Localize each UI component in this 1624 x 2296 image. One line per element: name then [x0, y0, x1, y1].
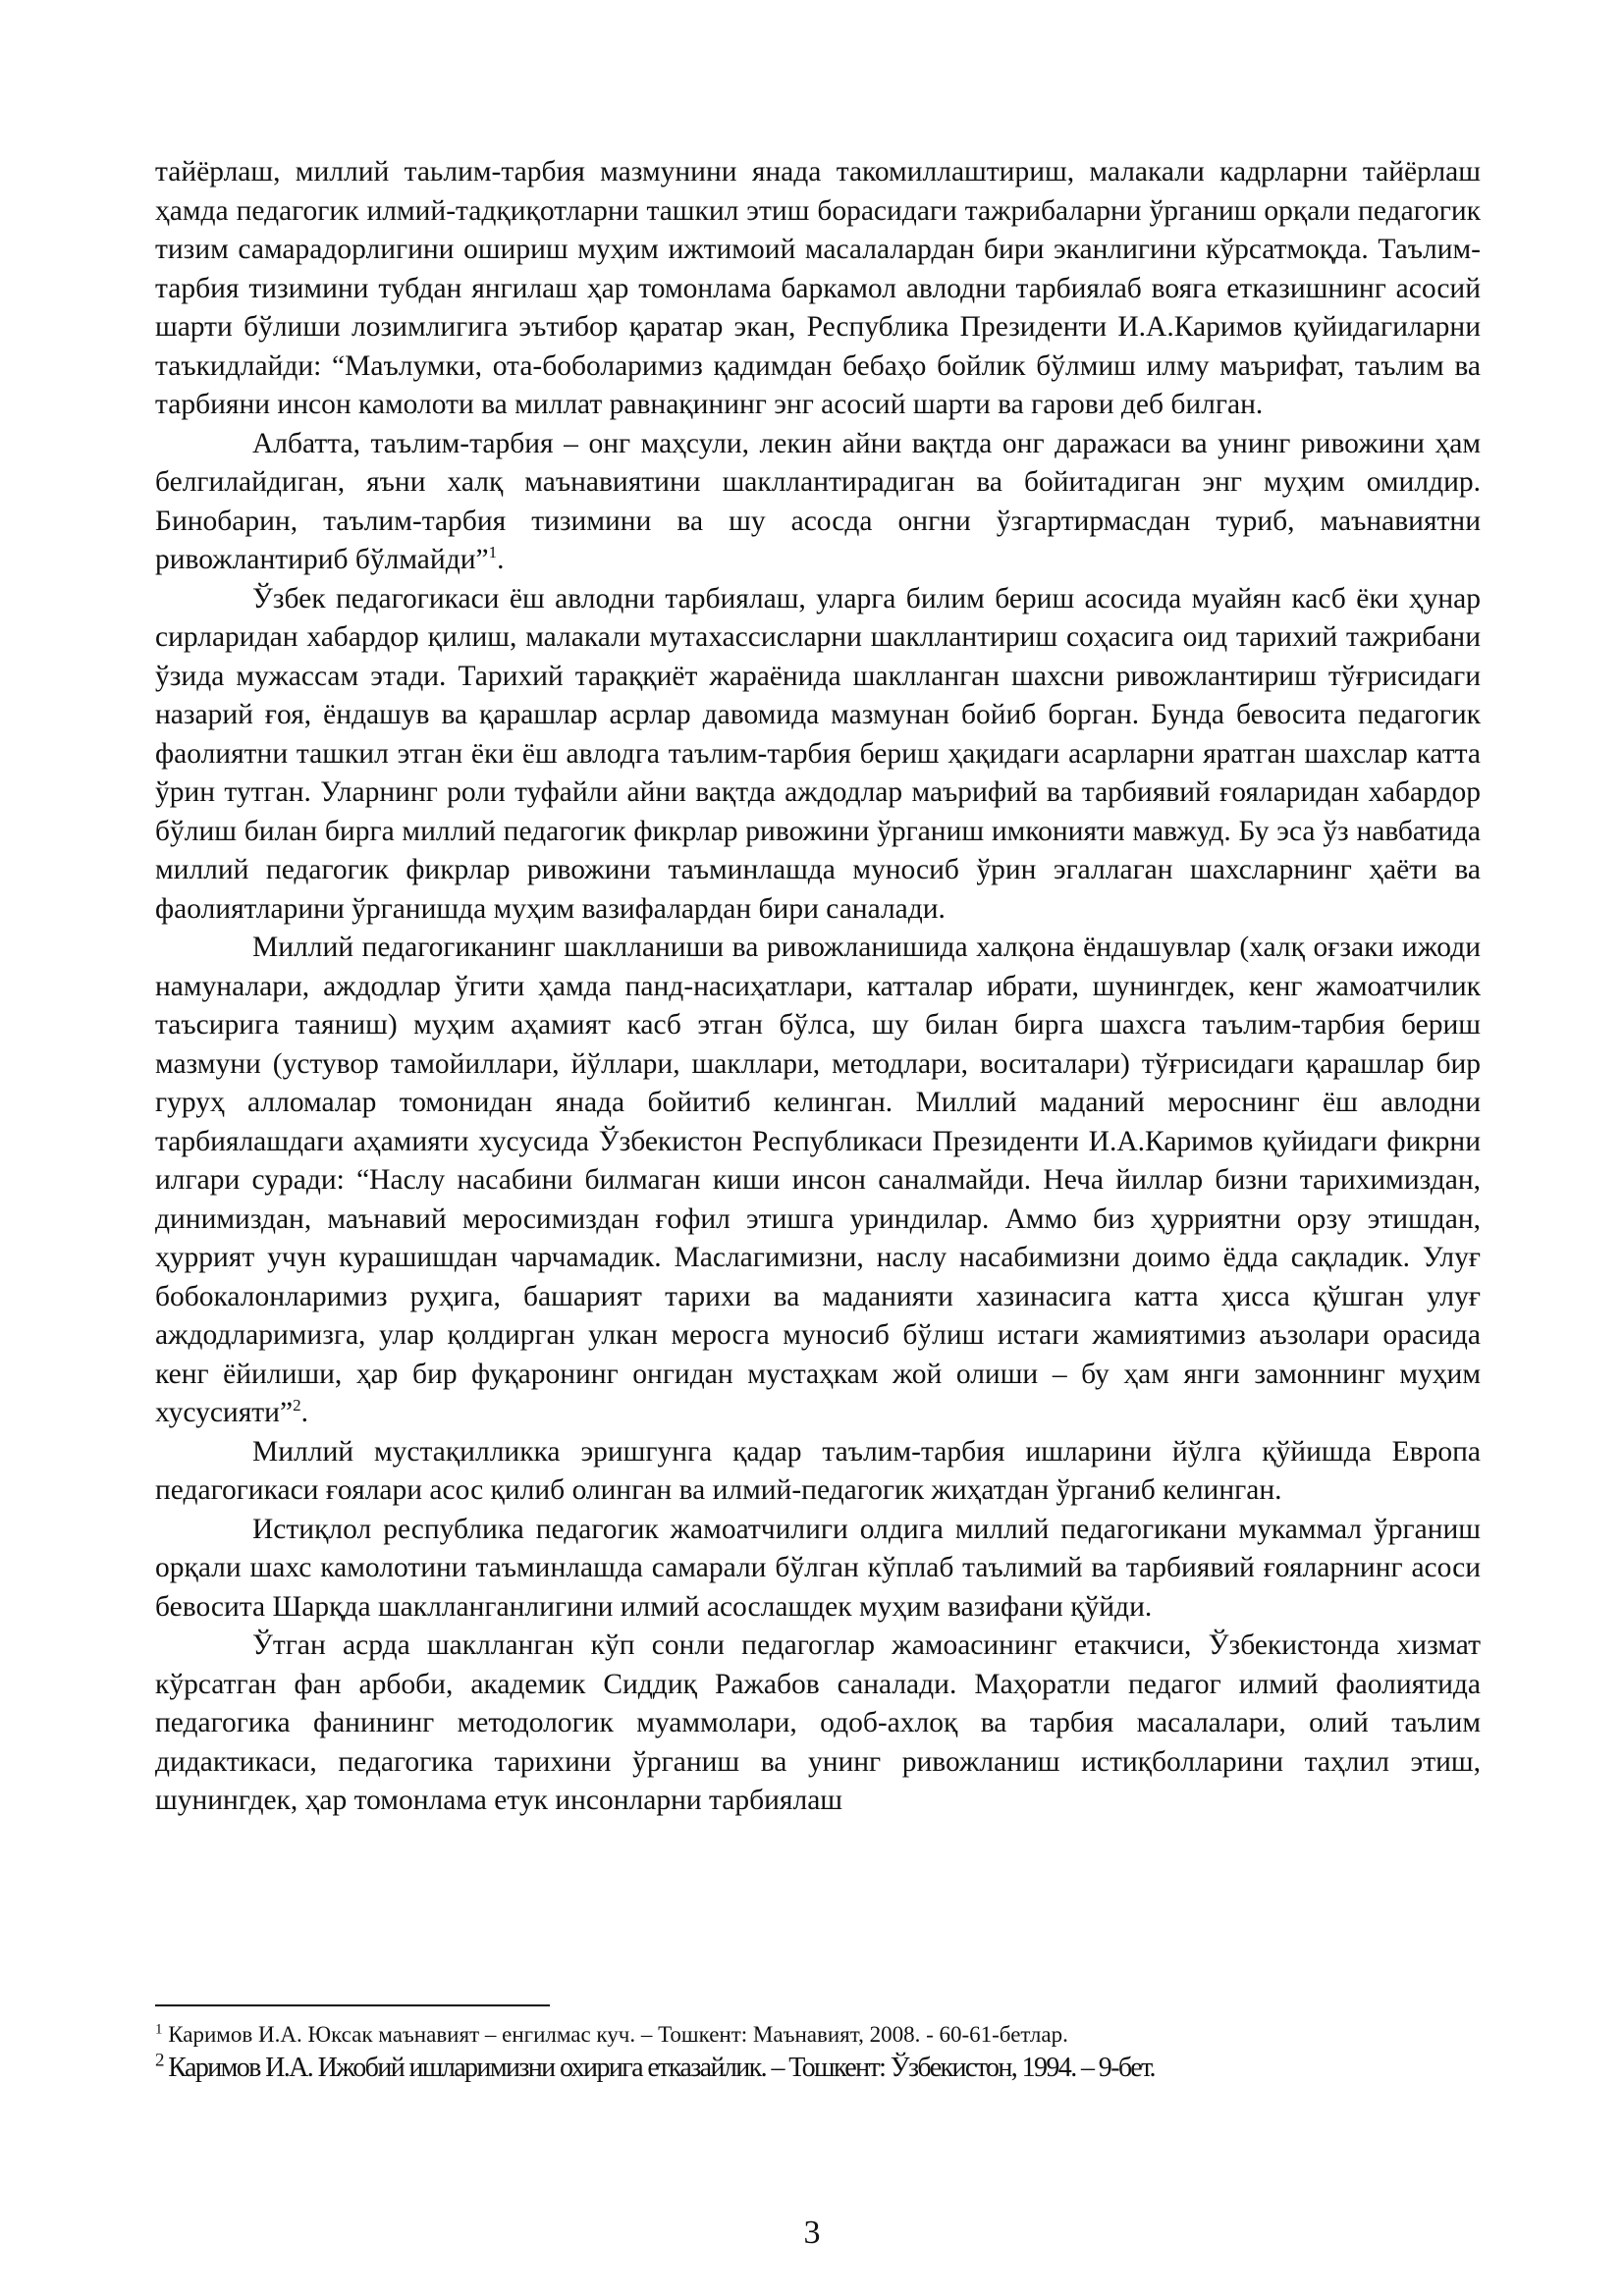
- footnotes: [155, 2019, 1481, 2086]
- footnote-2-text: Каримов И.А. Ижобий ишларимизни охирига етказайлик. – Тошкент: Ўзбекистон, 1994. – 9-бет.: [162, 2053, 1155, 2083]
- footnote-1-mark: 1: [155, 2021, 163, 2038]
- footnote-1-text: Каримов И.А. Юксак маънавият – енгилмас куч. – Тошкент: Маънавият, 2008. - 60-61-бетлар.: [162, 2022, 1068, 2047]
- paragraph-3: Ўзбек педагогикаси ёш авлодни тарбиялаш, уларга билим бериш асосида муайян касб ёки ҳунар сирларидан хабардор қилиш, малакали мутахассисларни шакллантириш соҳасига оид тарихий тажрибани ўзида мужассам этади. Тарихий тараққиёт жараёнида шаклланган шахсни ривожлантириш тўғрисидаги назарий ғоя, ёндашув ва қарашлар асрлар давомида мазмунан бойиб борган. Бунда бевосита педагогик фаолиятни ташкил этган ёки ёш авлодга таълим-тарбия бериш ҳақидаги асарларни яратган шахслар катта ўрин тутган. Уларнинг роли туфайли айни вақтда аждодлар маърифий ва тарбиявий ғояларидан хабардор бўлиш билан бирга миллий педагогик фикрлар ривожини ўрганиш имконияти мавжуд. Бу эса ўз навбатида миллий педагогик фикрлар ривожини таъминлашда муносиб ўрин эгаллаган шахсларнинг ҳаёти ва фаолиятларини ўрганишда муҳим вазифалардан бири саналади.: [155, 582, 1481, 925]
- footnote-ref-2: 2: [293, 1396, 301, 1415]
- paragraph-1: тайёрлаш, миллий таьлим-тарбия мазмунини янада такомиллаштириш, малакали кадрларни тайёрлаш ҳамда педагогик илмий-тадқиқотларни ташкил этиш борасидаги тажрибаларни ўрганиш орқали педагогик тизим самарадорлигини ошириш муҳим ижтимоий масалалардан бири эканлигини кўрсатмоқда. Таълим-тарбия тизимини тубдан янгилаш ҳар томонлама баркамол авлодни тарбиялаб вояга етказишнинг асосий шарти бўлиши лозимлигига эътибор қаратар экан, Республика Президенти И.А.Каримов қуйидагиларни таъкидлайди: “Маълумки, ота-боболаримиз қадимдан бебаҳо бойлик бўлмиш илму маърифат, таълим ва тарбияни инсон камолоти ва миллат равнақининг энг асосий шарти ва гарови деб билган.: [155, 156, 1481, 420]
- paragraph-4-end: .: [300, 1397, 308, 1428]
- paragraph-4: [155, 929, 1481, 1433]
- paragraph-5: Миллий мустақилликка эришгунга қадар таълим-тарбия ишларини йўлга қўйишда Европа педагогикаси ғоялари асос қилиб олинган ва илмий-педагогик жиҳатдан ўрганиб келинган.: [155, 1435, 1481, 1506]
- paragraph-2-end: .: [497, 544, 505, 575]
- paragraph-4-text: Миллий педагогиканинг шаклланиши ва ривожланишида халқона ёндашувлар (халқ оғзаки ижоди намуналари, аждодлар ўгити ҳамда панд-насиҳатлари, катталар ибрати, шунингдек, кенг жамоатчилик таъсирига таяниш) муҳим аҳамият касб этган бўлса, шу билан бирга шахсга таълим-тарбия бериш мазмуни (устувор тамойиллари, йўллари, шакллари, методлари, воситалари) тўғрисидаги қарашлар бир гуруҳ алломалар томонидан янада бойитиб келинган. Миллий маданий мероснинг ёш авлодни тарбиялашдаги аҳамияти хусусида Ўзбекистон Республикаси Президенти И.А.Каримов қуйидаги фикрни илгари суради: “Наслу насабини билмаган киши инсон саналмайди. Неча йиллар бизни тарихимиздан, динимиздан, маънавий меросимиздан ғофил этишга уриндилар. Аммо биз ҳурриятни орзу этишдан, ҳуррият учун курашишдан чарчамадик. Маслагимизни, наслу насабимизни доимо ёдда сақладик. Улуғ бобокалонларимиз руҳига, башарият тарихи ва маданияти хазинасига катта ҳисса қўшган улуғ аждодларимизга, улар қолдирган улкан меросга муносиб бўлиш истаги жамиятимиз аъзолари орасида кенг ёйилиши, ҳар бир фуқаронинг онгидан мустаҳкам жой олиши – бу ҳам янги замоннинг муҳим хусусияти”: [155, 932, 1481, 1428]
- document-body: [155, 153, 1481, 1821]
- paragraph-2-text: Албатта, таълим-тарбия – онг маҳсули, лекин айни вақтда онг даражаси ва унинг ривожини ҳам белгилайдиган, яъни халқ маънавиятини шакллантирадиган ва бойитадиган энг муҳим омилдир. Бинобарин, таълим-тарбия тизимини ва шу асосда онгни ўзгартирмасдан туриб, маънавиятни ривожлантириб бўлмайди”: [155, 427, 1481, 575]
- footnote-2: [155, 2051, 1481, 2086]
- footnote-2-mark: 2: [155, 2050, 163, 2071]
- footnote-separator: [155, 2004, 550, 2006]
- paragraph-2: [155, 425, 1481, 580]
- footnote-ref-1: 1: [488, 543, 498, 562]
- footnote-1: [155, 2019, 1481, 2051]
- paragraph-6: Истиқлол республика педагогик жамоатчилиги олдига миллий педагогикани мукаммал ўрганиш орқали шахс камолотини таъминлашда самарали бўлган кўплаб таълимий ва тарбиявий ғояларнинг асоси бевосита Шарқда шаклланганлигини илмий асослашдек муҳим вазифани қўйди.: [155, 1513, 1481, 1623]
- paragraph-7: Ўтган асрда шаклланган кўп сонли педагоглар жамоасининг етакчиси, Ўзбекистонда хизмат кўрсатган фан арбоби, академик Сиддиқ Ражабов саналади. Маҳоратли педагог илмий фаолиятида педагогика фанининг методологик муаммолари, одоб-ахлоқ ва тарбия масалалари, олий таълим дидактикаси, педагогика тарихини ўрганиш ва унинг ривожланиш истиқболларини таҳлил этиш, шунингдек, ҳар томонлама етук инсонларни тарбиялаш: [155, 1629, 1481, 1816]
- page-number: 3: [803, 2215, 821, 2251]
